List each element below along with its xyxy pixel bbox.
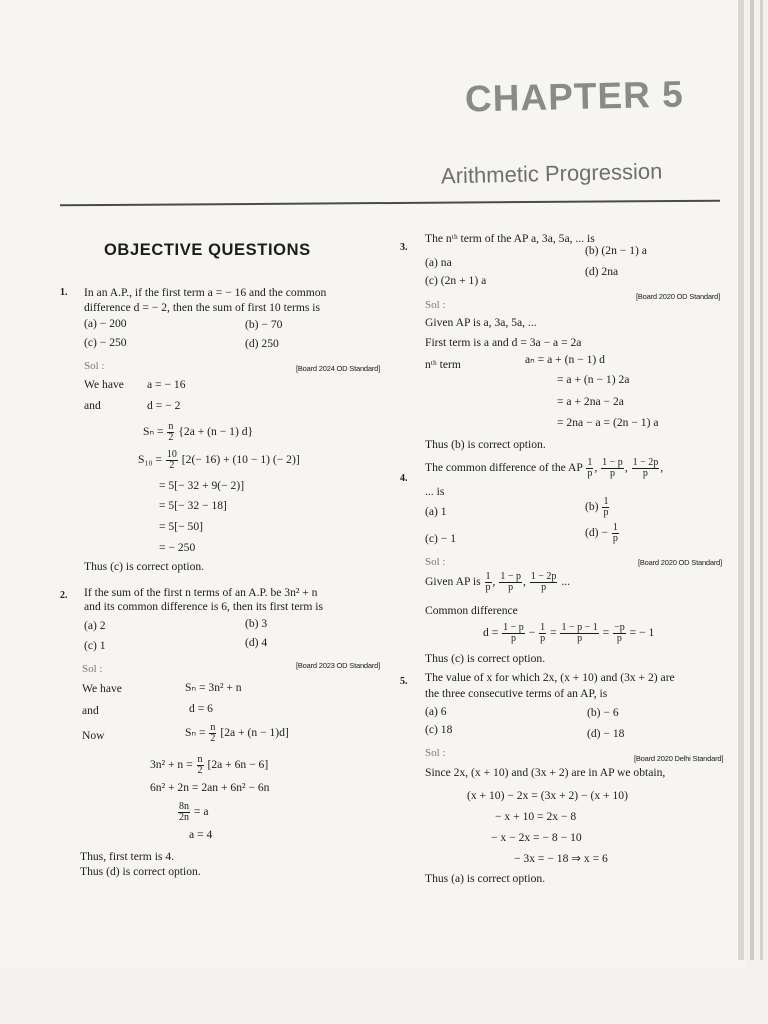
q5-step-2: (x + 10) − 2x = (3x + 2) − (x + 10)	[467, 789, 628, 802]
q3-conclusion: Thus (b) is correct option.	[425, 438, 546, 451]
q2-number: 2.	[60, 590, 68, 601]
section-heading: OBJECTIVE QUESTIONS	[104, 241, 311, 259]
q2-step6-fraction: $\frac{8n}{2n}$	[179, 801, 189, 823]
chapter-title: Arithmetic Progression	[440, 158, 663, 189]
q4-option-b-fraction: $\frac{1}{p}$	[603, 496, 609, 518]
q2-now: Now	[82, 729, 105, 742]
q1-sn-formula	[143, 422, 253, 443]
q5-option-d: (d) − 18	[587, 727, 625, 740]
q3-option-b: (b) (2n − 1) a	[585, 244, 647, 257]
q2-eq-d: d = 6	[189, 702, 213, 715]
q2-conclusion-1: Thus, first term is 4.	[80, 850, 175, 863]
q1-step-6: = − 250	[159, 541, 196, 554]
page-edge	[738, 0, 744, 960]
q2-conclusion-2: Thus (d) is correct option.	[80, 865, 201, 878]
q3-step-2: First term is a and d = 3a − a = 2a	[425, 336, 582, 349]
q5-text-line2: the three consecutive terms of an AP, is	[425, 687, 608, 700]
q2-step4-lhs: 3n² + n =	[150, 758, 193, 772]
q2-sn-lhs: Sₙ =	[185, 726, 206, 740]
q1-conclusion: Thus (c) is correct option.	[84, 560, 205, 573]
page-edge	[750, 0, 754, 960]
q1-step-4: = 5[− 32 − 18]	[159, 499, 227, 512]
q3-step-3: aₙ = a + (n − 1) d	[525, 353, 605, 366]
q4-common-difference-label: Common difference	[425, 604, 518, 617]
q4-given-term-2: $\frac{1 - p}{p}$	[500, 571, 521, 593]
q4-given-term-3: $\frac{1 - 2p}{p}$	[530, 571, 557, 593]
q4-option-a: (a) 1	[425, 505, 447, 518]
q2-and: and	[82, 704, 99, 717]
q1-text-line2: difference d = − 2, then the sum of first 10 terms is	[84, 301, 320, 314]
q1-s10-formula	[138, 450, 300, 471]
q2-sol-label: Sol :	[82, 663, 103, 675]
page-edge	[760, 0, 763, 960]
q4-term-3: $\frac{1 - 2p}{p}$	[632, 457, 659, 479]
q4-number: 4.	[400, 473, 408, 484]
q5-option-c: (c) 18	[425, 723, 453, 736]
q5-board-tag: [Board 2020 Delhi Standard]	[634, 754, 724, 763]
q5-conclusion: Thus (a) is correct option.	[425, 872, 546, 885]
q1-eq-a: a = − 16	[147, 378, 186, 391]
q5-step-3: − x + 10 = 2x − 8	[495, 810, 577, 823]
q2-step4-fraction: $\frac{n}{2}$	[197, 754, 203, 776]
q3-step-4: = a + (n − 1) 2a	[557, 373, 630, 386]
q4-given-term-1: $\frac{1}{p}$	[485, 571, 491, 593]
q2-eq-sn: Sₙ = 3n² + n	[185, 681, 242, 694]
q3-step-6: = 2na − a = (2n − 1) a	[557, 416, 659, 429]
q5-option-b: (b) − 6	[587, 706, 619, 719]
q4-board-tag: [Board 2020 OD Standard]	[638, 558, 723, 567]
q1-option-a: (a) − 200	[84, 317, 127, 330]
q2-text-line1: If the sum of the first n terms of an A.P. be 3n² + n	[84, 586, 318, 599]
q1-sn-fraction: $\frac{n}{2}$	[168, 421, 174, 443]
q4-stem: The common difference of the AP	[425, 461, 583, 475]
q3-step-1: Given AP is a, 3a, 5a, ...	[425, 316, 537, 329]
q4-sol-label: Sol :	[425, 556, 446, 568]
q3-step-5: = a + 2na − 2a	[557, 395, 624, 408]
q2-step-7: a = 4	[189, 828, 213, 841]
q1-number: 1.	[60, 287, 68, 298]
q4-text-line1: The common difference of the AP $\frac{1}{p}$ , $\frac{1 - p}{p}$ , $\frac{1 - 2p}{p}$ ,	[425, 457, 664, 479]
q3-nth-term-label: nᵗʰ term	[425, 358, 461, 371]
q4-given: Given AP is $\frac{1}{p}$ , $\frac{1 - p}{p}$ , $\frac{1 - 2p}{p}$ ...	[425, 571, 571, 593]
q5-step-5: − 3x = − 18 ⇒ x = 6	[514, 852, 608, 865]
q2-step-6	[177, 802, 209, 823]
q1-sn-rhs: {2a + (n − 1) d}	[178, 425, 254, 439]
q2-step6-rhs: = a	[193, 805, 209, 819]
header-rule	[60, 200, 720, 207]
q3-text-line1: The nᵗʰ term of the AP a, 3a, 5a, ... is	[425, 232, 595, 245]
q1-s10-fraction: $\frac{10}{2}$	[166, 449, 177, 471]
q2-step-5: 6n² + 2n = 2an + 6n² − 6n	[150, 781, 270, 794]
q1-eq-d: d = − 2	[147, 399, 181, 412]
q1-option-b: (b) − 70	[245, 318, 283, 331]
q5-step-4: − x − 2x = − 8 − 10	[491, 831, 582, 844]
q5-sol-label: Sol :	[425, 747, 446, 759]
q1-s10-lhs: S₁₀ =	[138, 453, 162, 467]
q4-option-d: (d) − $\frac{1}{p}$	[585, 522, 618, 544]
q5-step-1: Since 2x, (x + 10) and (3x + 2) are in AP we obtain,	[425, 766, 666, 779]
q1-and: and	[84, 399, 101, 412]
q2-sn-rhs: [2a + (n − 1)d]	[220, 726, 289, 740]
q2-option-b: (b) 3	[245, 617, 268, 630]
q1-option-d: (d) 250	[245, 337, 279, 350]
q2-sn-formula	[185, 723, 289, 744]
q3-option-d: (d) 2na	[585, 265, 619, 278]
q2-sn-fraction: $\frac{n}{2}$	[210, 722, 216, 744]
q1-step-3: = 5[− 32 + 9(− 2)]	[159, 479, 245, 492]
q1-option-c: (c) − 250	[84, 336, 127, 349]
q2-step4-rhs: [2a + 6n − 6]	[207, 758, 269, 772]
q1-board-tag: [Board 2024 OD Standard]	[296, 364, 381, 373]
q4-text-line2: ... is	[425, 485, 445, 498]
q1-sn-lhs: Sₙ =	[143, 425, 164, 439]
q5-option-a: (a) 6	[425, 705, 447, 718]
q2-option-a: (a) 2	[84, 619, 106, 632]
q1-we-have: We have	[84, 378, 124, 391]
q1-s10-rhs: [2(− 16) + (10 − 1) (− 2)]	[181, 453, 300, 467]
q2-text-line2: and its common difference is 6, then its first term is	[84, 600, 324, 613]
q1-sol-label: Sol :	[84, 360, 105, 372]
q4-term-2: $\frac{1 - p}{p}$	[602, 457, 623, 479]
q4-option-c: (c) − 1	[425, 532, 456, 545]
q4-term-1: $\frac{1}{p}$	[587, 457, 593, 479]
q2-step-4	[150, 755, 268, 776]
q1-text-line1: In an A.P., if the first term a = − 16 and the common	[84, 286, 327, 299]
q4-option-d-fraction: $\frac{1}{p}$	[612, 522, 618, 544]
q1-step-5: = 5[− 50]	[159, 520, 203, 533]
q2-board-tag: [Board 2023 OD Standard]	[296, 661, 381, 670]
q3-board-tag: [Board 2020 OD Standard]	[636, 292, 721, 301]
q5-text-line1: The value of x for which 2x, (x + 10) and (3x + 2) are	[425, 671, 675, 684]
q3-sol-label: Sol :	[425, 299, 446, 311]
q2-option-d: (d) 4	[245, 636, 268, 649]
q3-option-c: (c) (2n + 1) a	[425, 274, 487, 287]
q2-option-c: (c) 1	[84, 639, 106, 652]
q2-we-have: We have	[82, 682, 122, 695]
q5-number: 5.	[400, 676, 408, 687]
q3-number: 3.	[400, 242, 408, 253]
q3-option-a: (a) na	[425, 256, 452, 269]
chapter-heading: CHAPTER 5	[464, 73, 685, 120]
q4-conclusion: Thus (c) is correct option.	[425, 652, 546, 665]
q4-difference-formula: d = $\frac{1 - p}{p}$ − $\frac{1}{p}$ = $\frac{1 - p - 1}{p}$ = $\frac{-p}{p}$ = − 1	[483, 622, 655, 644]
q4-option-b: (b) $\frac{1}{p}$	[585, 496, 609, 518]
